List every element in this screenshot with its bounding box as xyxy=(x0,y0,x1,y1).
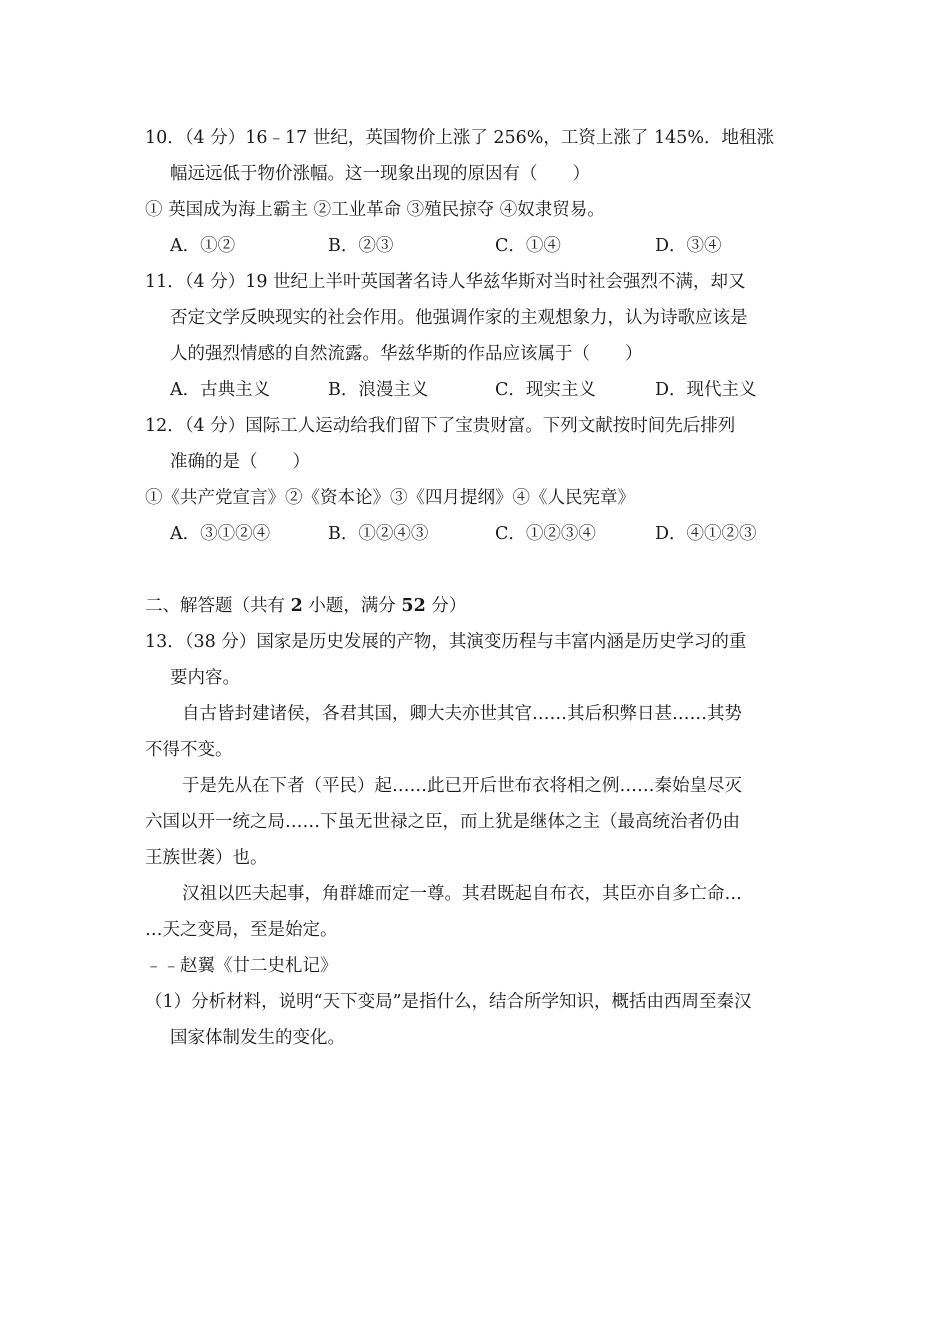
section-heading-middle: 小题，满分 xyxy=(302,596,402,616)
q13-material-p1-line2: 不得不变。 xyxy=(145,740,233,760)
q13-stem-line1: 13．（38 分）国家是历史发展的产物，其演变历程与丰富内涵是历史学习的重 xyxy=(145,632,747,652)
q10-stem-line2: 幅远远低于物价涨幅。这一现象出现的原因有（ ） xyxy=(170,164,590,184)
section-heading-prefix: 二、解答题（共有 xyxy=(145,596,291,616)
q11-stem-line2: 否定文学反映现实的社会作用。他强调作家的主观想象力，认为诗歌应该是 xyxy=(170,308,748,328)
q13-subquestion-1-line2: 国家体制发生的变化。 xyxy=(170,1028,345,1048)
section-heading xyxy=(145,595,466,617)
section-question-count: 2 xyxy=(290,596,303,616)
q13-material-source: ﹣﹣赵翼《廿二史札记》 xyxy=(145,956,338,976)
q13-material-p3-line1: 汉祖以匹夫起事，角群雄而定一尊。其君既起自布衣，其臣亦自多亡命… xyxy=(182,884,742,904)
q12-option-d: D．④①②③ xyxy=(655,524,757,544)
q11-option-b: B．浪漫主义 xyxy=(328,380,429,400)
section-total-score: 52 xyxy=(401,596,426,616)
q10-option-c: C．①④ xyxy=(495,236,561,256)
q11-stem-line1: 11．（4 分）19 世纪上半叶英国著名诗人华兹华斯对当时社会强烈不满，却又 xyxy=(145,272,746,292)
q11-option-a: A．古典主义 xyxy=(170,380,271,400)
q12-stem-line1: 12．（4 分）国际工人运动给我们留下了宝贵财富。下列文献按时间先后排列 xyxy=(145,416,736,436)
q10-stem-line1: 10．（4 分）16﹣17 世纪，英国物价上涨了 256%，工资上涨了 145%．地租涨 xyxy=(145,128,774,148)
q11-option-d: D．现代主义 xyxy=(655,380,757,400)
q10-option-d: D．③④ xyxy=(655,236,722,256)
q12-option-a: A．③①②④ xyxy=(170,524,271,544)
q12-items: ①《共产党宣言》②《资本论》③《四月提纲》④《人民宪章》 xyxy=(145,488,635,508)
q13-material-p3-line2: …天之变局，至是始定。 xyxy=(145,920,338,940)
q10-option-a: A．①② xyxy=(170,236,236,256)
q11-option-c: C．现实主义 xyxy=(495,380,596,400)
q13-material-p2-line1: 于是先从在下者（平民）起……此已开后世布衣将相之例……秦始皇尽灭 xyxy=(182,776,742,796)
q10-option-b: B．②③ xyxy=(328,236,394,256)
q12-stem-line2: 准确的是（ ） xyxy=(170,452,310,472)
q13-material-p1-line1: 自古皆封建诸侯，各君其国，卿大夫亦世其官……其后积弊日甚……其势 xyxy=(182,704,742,724)
section-heading-suffix: 分） xyxy=(425,596,467,616)
q13-material-p2-line3: 王族世袭）也。 xyxy=(145,848,268,868)
q13-material-p2-line2: 六国以开一统之局……下虽无世禄之臣，而上犹是继体之主（最高统治者仍由 xyxy=(145,812,740,832)
q12-option-b: B．①②④③ xyxy=(328,524,429,544)
q10-items: ① 英国成为海上霸主 ②工业革命 ③殖民掠夺 ④奴隶贸易。 xyxy=(145,200,605,220)
q12-option-c: C．①②③④ xyxy=(495,524,596,544)
q11-stem-line3: 人的强烈情感的自然流露。华兹华斯的作品应该属于（ ） xyxy=(170,344,643,364)
q13-subquestion-1-line1: （1）分析材料，说明“天下变局”是指什么，结合所学知识，概括由西周至秦汉 xyxy=(145,992,752,1012)
q13-stem-line2: 要内容。 xyxy=(170,668,240,688)
